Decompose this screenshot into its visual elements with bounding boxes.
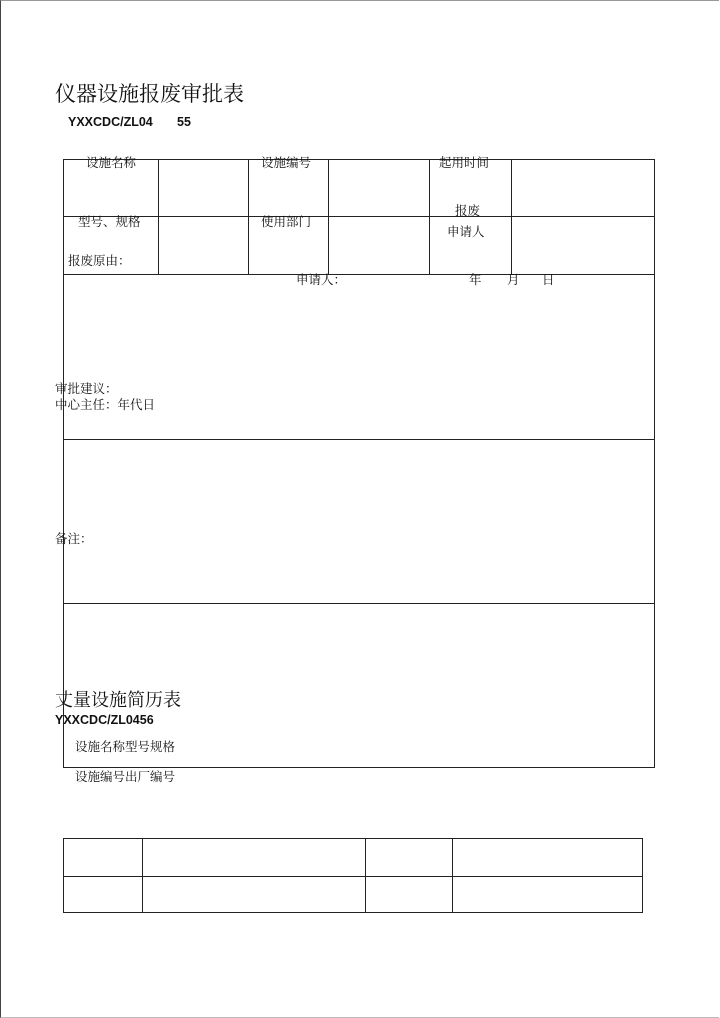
date-day-label: 日: [542, 272, 555, 287]
date-year-label: 年: [469, 272, 482, 287]
table-line: [158, 159, 159, 274]
use-department-label: 使用部门: [261, 214, 312, 229]
table-line: [63, 603, 655, 604]
equipment-name-label: 设施名称: [86, 155, 137, 170]
table-line: [142, 838, 143, 913]
form-code-suffix: 55: [177, 115, 191, 129]
form-title: 仪器设施报废审批表: [55, 82, 244, 106]
table-line: [63, 439, 655, 440]
model-spec-label: 型号、规格: [78, 214, 141, 229]
table-line: [429, 159, 430, 274]
start-date-label: 起用时间: [439, 155, 490, 170]
center-director-label: 中心主任：年代日: [55, 397, 156, 412]
form-code: YXXCDC/ZL04: [68, 115, 153, 129]
form2-line2: 设施编号出厂编号: [75, 769, 176, 784]
applicant-sign-label: 申请人：: [296, 272, 347, 287]
table-line: [452, 838, 453, 913]
scrap-reason-label: 报废原由：: [68, 253, 131, 268]
table-line: [63, 216, 655, 217]
table-line: [63, 159, 64, 768]
table-line: [642, 838, 643, 913]
date-month-label: 月: [507, 272, 520, 287]
table-line: [63, 912, 643, 913]
table-line: [511, 159, 512, 274]
table-line: [248, 159, 249, 274]
form2-line1: 设施名称型号规格: [75, 739, 176, 754]
table-line: [63, 838, 643, 839]
table-line: [63, 838, 64, 913]
remarks-label: 备注：: [55, 531, 93, 546]
table-line: [328, 159, 329, 274]
applicant-label: 申请人: [447, 224, 485, 239]
form2-code: YXXCDC/ZL0456: [55, 713, 154, 727]
table-line: [63, 159, 655, 160]
table-line: [63, 876, 643, 877]
approval-advice-label: 审批建议：: [55, 381, 118, 396]
scrap-label: 报废: [455, 203, 481, 218]
table-line: [63, 274, 655, 275]
table-line: [654, 159, 655, 768]
form2-title: 丈量设施简历表: [55, 690, 181, 711]
equipment-number-label: 设施编号: [261, 155, 312, 170]
table-line: [365, 838, 366, 913]
